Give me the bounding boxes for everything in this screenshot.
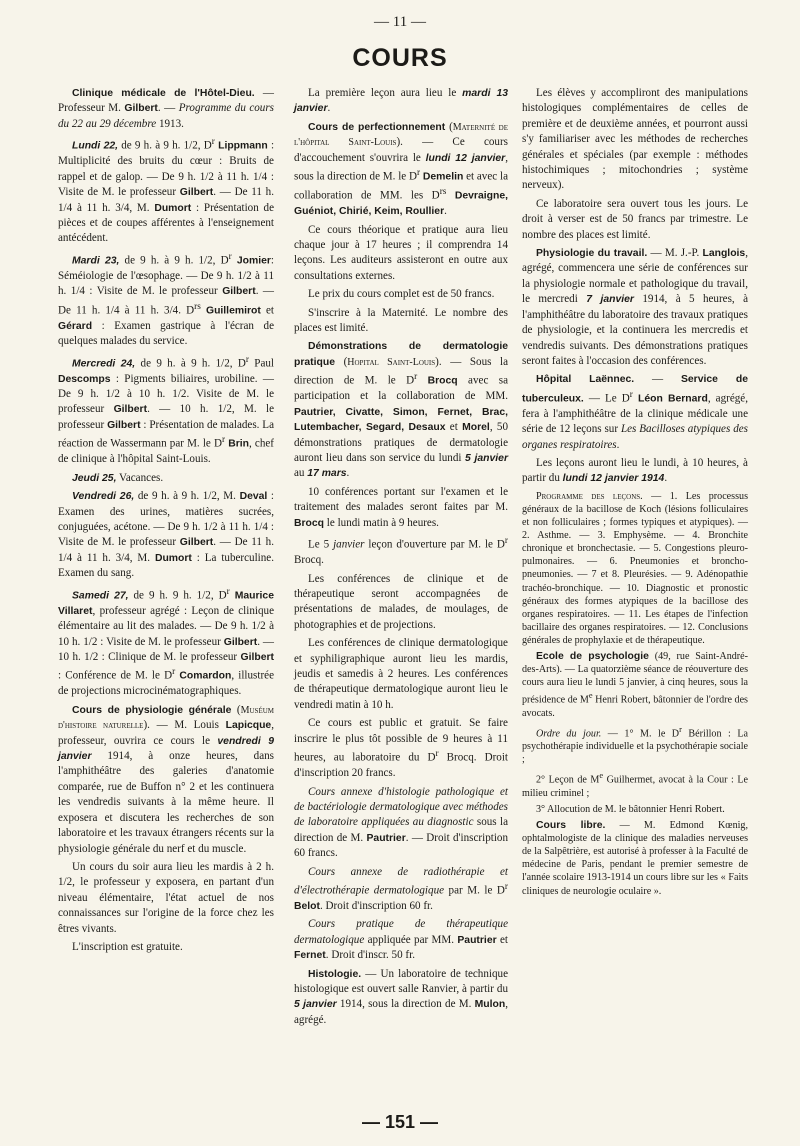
text-run: , agrégé. <box>294 998 509 1026</box>
superscript: e <box>588 691 593 701</box>
person-name: Pautrier, Civatte, Simon, Fernet, Brac, Lutembacher, Segard, Desaux <box>294 406 508 434</box>
text-run: , 50 démonstrations pratiques de dermatologie auront lieu dans son service du lundi <box>294 421 508 464</box>
person-name: Pautrier <box>457 934 497 946</box>
text-run: le lundi matin à 9 heures. <box>324 516 439 529</box>
person-name: Dumort <box>154 202 192 214</box>
paragraph <box>58 250 274 350</box>
paragraph <box>294 287 508 302</box>
paragraph <box>522 372 748 453</box>
text-run: Les leçons auront lieu le lundi, à 10 heures, à partir du <box>522 457 748 485</box>
text-run: Ce cours est public et gratuit. Se faire inscrire le plus tôt possible de 9 heures à 11 heures, au laboratoire du D <box>294 717 508 764</box>
superscript: rs <box>439 187 447 198</box>
text-run: ). — Sous la direction de M. le D <box>294 355 508 387</box>
text-run: . — De 11 h. 1/4 à 11 h. 3/4, M. <box>58 186 274 214</box>
paragraph <box>58 703 274 857</box>
small-caps-text: Muséum d'histoire naturelle <box>58 704 275 732</box>
text-run: Vacances. <box>116 471 164 484</box>
text-run: . <box>616 438 620 451</box>
text-run: La première leçon aura lieu le <box>308 87 463 99</box>
paragraph <box>522 819 748 898</box>
superscript: r <box>417 168 421 179</box>
text-run: . — 10 h. 1/2 : Clinique de M. le professeur <box>58 635 275 663</box>
person-name: Jomier <box>236 255 271 267</box>
text-run <box>446 190 454 202</box>
paragraph <box>522 650 748 720</box>
text-run: de 9 h. à 9 h. 1/2, M. <box>134 490 240 503</box>
paragraph <box>294 223 508 285</box>
section-heading: Cours de perfectionnement <box>308 121 446 133</box>
paragraph <box>294 86 508 117</box>
person-name: Descomps <box>58 373 111 385</box>
paragraph <box>294 572 508 634</box>
page-number: — 151 — <box>361 1112 439 1132</box>
paragraph <box>294 865 508 915</box>
small-text: 2° Leçon de M <box>536 774 600 786</box>
text-run: Brocq. Droit d'inscription 20 francs. <box>294 751 508 780</box>
small-text: — 1° M. le D <box>601 728 680 740</box>
superscript: e <box>599 771 604 781</box>
text-run: leçon d'ouverture par M. le D <box>364 538 505 551</box>
superscript: r <box>245 354 249 365</box>
paragraph <box>58 860 274 937</box>
text-run: et avec la collaboration de MM. les D <box>294 170 508 202</box>
superscript: rs <box>194 301 201 312</box>
person-name: Fernet <box>294 950 326 962</box>
text-run: Le prix du cours complet est de 50 francs. <box>308 288 495 301</box>
column-right <box>522 86 748 898</box>
italic-text: Cours annexe d'histologie pathologique et de bactériologie dermatologique avec méthodes de laboratoire appliquées au diagnostic <box>294 785 508 829</box>
person-name: Comardon <box>179 671 232 683</box>
small-caps-text: rogramme des leçons <box>541 490 641 502</box>
person-name: Léon Bernard <box>637 393 708 405</box>
superscript: r <box>504 881 508 892</box>
paragraph <box>294 917 508 963</box>
person-name: Deval <box>239 491 268 503</box>
italic-text: Les Bacilloses atypiques des organes respiratoires <box>522 423 748 451</box>
section-heading: Cours de physiologie générale <box>72 704 232 716</box>
date: Mardi 23, <box>72 255 120 267</box>
person-name: Brocq <box>427 375 458 387</box>
text-run: et <box>496 933 508 946</box>
person-name: Gilbert <box>222 286 256 298</box>
superscript: r <box>172 667 176 678</box>
text-run <box>417 375 427 387</box>
small-caps-text: Hopital Saint-Louis <box>347 356 436 368</box>
text-run: . — 10 h. 1/2, M. le professeur <box>58 403 275 431</box>
paragraph <box>294 716 508 781</box>
date: vendredi 9 janvier <box>58 735 274 763</box>
text-run: Paul <box>248 357 274 370</box>
text-run: Ce laboratoire sera ouvert tous les jours. Le droit à verser est de 50 francs par trimestre. Le nombre des places est limité. <box>522 197 748 241</box>
person-name: Maurice Villaret <box>58 590 274 617</box>
text-run: : Pigments biliaires, urobiline. — De 9 h. 1/2 à 10 h. 1/2. Visite de M. le professeur <box>58 372 274 416</box>
italic-text: Cours pratique de thérapeutique dermatologique <box>294 918 508 946</box>
page-title: COURS <box>352 44 448 72</box>
text-run: appliquée par MM. <box>364 933 458 946</box>
text-run: sous la direction de M. <box>294 816 508 844</box>
text-run: ( <box>445 120 453 133</box>
text-run: Ce cours théorique et pratique aura lieu chaque jour à 17 heures ; il comprendra 14 leçons. Les auditeurs assisteront en outre aux consultations externes. <box>294 223 508 282</box>
text-run: : Conférence de M. le D <box>58 670 173 683</box>
date: Mercredi 24, <box>72 358 136 370</box>
text-run: 1913. <box>156 117 184 130</box>
text-run: L'inscription est gratuite. <box>72 940 183 953</box>
person-name: Gilbert <box>179 537 214 549</box>
small-text: Bérillon : La psychothérapie individuelle et la psychothérapie sociale ; <box>522 728 748 766</box>
text-run: 10 conférences portant sur l'examen et le traitement des malades seront faites par M. <box>294 485 508 514</box>
date: Lundi 22, <box>72 140 119 152</box>
date: lundi 12 janvier 1914 <box>562 473 665 485</box>
superscript: r <box>414 372 418 383</box>
paragraph <box>58 585 274 700</box>
italic-text: Ordre du jour. <box>536 728 602 740</box>
person-name: Gilbert <box>240 651 274 663</box>
date: 7 janvier <box>586 294 634 306</box>
paragraph <box>522 86 748 194</box>
superscript: r <box>226 586 230 597</box>
text-run: et <box>445 421 463 434</box>
person-name: Gilbert <box>124 103 158 115</box>
date: Jeudi 25, <box>72 472 117 484</box>
text-run: Un cours du soir aura lieu les mardis à 2 h. 1/2, le professeur y exposera, en partant d'un niveau élémentaire, l'état actuel de nos connaissances sur l'origine de la force chez les êtres vivants. <box>58 860 274 935</box>
section-heading: Hôpital Laënnec. <box>536 374 635 386</box>
paragraph <box>58 489 274 581</box>
small-text: Guilhermet, avocat à la Cour : Le milieu criminel ; <box>522 774 748 799</box>
text-run: Brocq. <box>294 554 324 567</box>
text-run: : Présentation de malades. La réaction de Wassermann par M. le D <box>58 418 274 450</box>
small-caps-text: Maternité de l'hôpital Saint-Louis <box>294 121 508 149</box>
section-heading: Service de tuberculeux. <box>522 374 748 405</box>
text-run: . <box>327 102 331 115</box>
date: 17 mars <box>307 468 347 480</box>
text-run: et <box>260 304 274 317</box>
section-heading: Ecole de psychologie <box>536 650 649 662</box>
date: Samedi 27, <box>72 590 129 602</box>
paragraph <box>522 769 748 800</box>
text-run: , illustrée de projections microcinématographiques. <box>58 670 274 698</box>
text-run: : Multiplicité des bruits du cœur : Bruits de rappel et de galop. — De 9 h. 1/2 à 11 h. 1/4 : Visite de M. le professeur <box>58 139 275 199</box>
paragraph <box>58 940 274 955</box>
person-name: Lippmann <box>218 140 268 152</box>
text-run: : La tuberculine. Examen du sang. <box>58 551 274 580</box>
paragraph <box>522 723 748 767</box>
text-run: 1914, sous la direction de M. <box>336 998 475 1011</box>
person-name: Morel <box>462 422 490 434</box>
column-middle <box>294 86 508 1028</box>
paragraph <box>58 135 274 247</box>
text-run: : Examen gastrique à l'écran de quelques malades du service. <box>58 319 274 348</box>
person-name: Dumort <box>154 552 192 564</box>
small-text: . — 1. Les processus généraux de la bacillose de Koch (lésions folliculaires et non folliculaires ; formes typiques et atypiques). — 2. Asthme. — 3. Emphysème. — 4. Bronchite chronique et bronchectasie. — 5. Congestions pleuro-pulmonaires. — 6. Pneumonies et broncho-pneumonies. — 7 et 8. Pleurésies. — 9. Adénopathie trachéo-bronchique. — 10. Diagnostic et pronostic généraux des formes atypiques de la bacillose des organes respiratoires. — 11. Les étapes de l'infection bacillaire des organes respiratoires. — 12. Conclusions générales de prophylaxie et de thérapeutique. <box>522 490 748 646</box>
text-run: , professeur, ouvrira ce cours le <box>58 719 274 747</box>
section-heading: Cours libre. <box>536 820 606 832</box>
date: mardi 13 janvier <box>294 88 509 115</box>
paragraph <box>522 197 748 243</box>
text-run: — Un laboratoire de technique histologique est ouvert salle Ranvier, à partir du <box>294 967 508 996</box>
paragraph <box>294 534 508 569</box>
person-name: Gilbert <box>113 404 148 416</box>
text-run: de 9 h. à 9 h. 1/2, D <box>118 139 212 152</box>
superscript: r <box>679 724 682 734</box>
text-run: — <box>634 373 681 386</box>
running-head: — 11 — <box>374 14 426 30</box>
text-run: : Séméiologie de l'œsophage. — De 9 h. 1/2 à 11 h. 1/4 : Visite de M. le professeur <box>58 254 274 298</box>
text-run: ( <box>335 355 348 368</box>
italic-text: Programme du cours du 22 au 29 décembre <box>58 102 274 130</box>
text-run: ). — Ce cours d'accouchement s'ouvrira le <box>294 136 508 164</box>
text-run: . — Droit d'inscription 60 francs. <box>294 831 508 860</box>
paragraph <box>522 490 748 647</box>
superscript: r <box>211 137 215 148</box>
date: 5 janvier <box>465 453 508 464</box>
paragraph <box>522 803 748 816</box>
text-run: : Examen des urines, matières sucrées, conjuguées, acétone. — De 9 h. 1/2 à 11 h. 1/4 : Visite de M. le professeur <box>58 490 274 549</box>
text-run: , agrégé, commencera une série de conférences sur la physiologie normale et pathologique du travail, le mercredi <box>522 247 748 306</box>
text-run: Les élèves y accompliront des manipulations histologiques complémentaires de celles de première et de deuxième années, et pourront aussi s'y familiariser avec les méthodes de recherches générales et spéciales (par exemple : méthodes histochimiques ; mitochondries ; système nerveux). <box>522 87 748 192</box>
person-name: Gilbert <box>223 636 258 648</box>
text-run: de 9 h. à 9 h. 1/2, D <box>135 357 246 370</box>
paragraph <box>58 471 274 486</box>
small-text: — M. Edmond Kœnig, ophtalmologiste de la clinique des maladies nerveuses de la Salpêtrière, est autorisé à professer à la Faculté de médecine de Paris, pendant le premier semestre de l'année scolaire 1913-1914 un cours libre sur les « Faits cliniques de neurologie oculaire ». <box>522 820 748 897</box>
superscript: r <box>504 536 508 547</box>
paragraph <box>58 353 274 468</box>
text-run: au <box>294 467 308 480</box>
text-run: : Présentation de pièces et de coupes afférentes à l'enseignement antécédent. <box>58 201 274 245</box>
text-run: S'inscrire à la Maternité. Le nombre des places est limité. <box>294 306 508 335</box>
text-run: — Le D <box>583 392 630 405</box>
person-name: Pautrier <box>366 832 406 844</box>
section-heading: Clinique médicale de l'Hôtel-Dieu. <box>72 88 255 99</box>
paragraph <box>294 120 508 220</box>
section-heading: Physiologie du travail. <box>536 248 648 260</box>
small-text: P <box>536 490 542 502</box>
text-run: avec sa participation et la collaboration de MM. <box>294 374 508 403</box>
date: 5 janvier <box>294 999 337 1011</box>
small-text: (49, rue Saint-André-des-Arts). — La quatorzième séance de réouverture des cours aura lieu le lundi 5 janvier, à cinq heures, sous la présidence de M <box>522 650 748 706</box>
paragraph <box>294 306 508 337</box>
date: Vendredi 26, <box>72 491 135 503</box>
text-run: . <box>664 472 668 485</box>
paragraph <box>522 456 748 487</box>
section-heading: Démonstrations de dermatologie pratique <box>294 341 508 368</box>
person-name: Lapicque <box>225 720 272 732</box>
text-run: . Droit d'inscription 60 fr. <box>319 900 433 913</box>
text-run: . — De 11 h. 1/4 à 11 h. 3/4. D <box>58 285 275 317</box>
paragraph <box>294 967 508 1029</box>
text-run: , agrégé, fera à l'amphithéâtre de la clinique médicale une série de 12 leçons sur <box>522 392 748 436</box>
date: lundi 12 janvier <box>425 152 506 164</box>
person-name: Mulon <box>474 999 506 1011</box>
text-run: — Professeur M. <box>58 87 274 115</box>
person-name: Devraigne, Guéniot, Chirié, Keim, Roullier <box>294 190 508 218</box>
paragraph <box>522 246 748 369</box>
section-heading: Histologie. <box>308 968 362 980</box>
superscript: r <box>221 435 226 446</box>
text-run: de 9 h. 9 h. 1/2, D <box>128 589 227 602</box>
text-run: , chef de clinique à l'hôpital Saint-Louis. <box>58 437 274 466</box>
text-run: . <box>444 205 447 218</box>
person-name: Brin <box>228 438 249 450</box>
superscript: r <box>629 389 633 400</box>
text-run: . — De 11 h. 1/4 à 11 h. 3/4, M. <box>58 536 274 564</box>
text-run: de 9 h. à 9 h. 1/2, D <box>119 254 229 267</box>
person-name: Gilbert <box>179 187 214 199</box>
superscript: r <box>228 251 232 262</box>
small-text: Henri Robert, bâtonnier de l'ordre des avocats. <box>522 694 748 719</box>
text-run: 1914, à 5 heures, à l'amphithéâtre du laboratoire des travaux pratiques de physiologie, et la continuera les mercredis et vendredis suivants. Des démonstrations pratiques seront faites à l'occasion des conférences. <box>522 293 748 367</box>
person-name: Gérard <box>58 320 93 332</box>
text-run: Le 5 <box>308 538 334 551</box>
text-run: , sous la direction de M. le D <box>294 151 508 183</box>
italic-text: Cours annexe de radiothérapie et d'électrothérapie dermatologique <box>294 865 508 897</box>
person-name: Belot <box>294 901 320 913</box>
paragraph <box>294 636 508 713</box>
text-run: 1914, à onze heures, dans l'amphithéâtre des galeries d'anatomie comparée, rue de Buffon n° 2 et les continuera les vendredis suivants à la même heure. Il exposera et discutera les recherches de son laboratoire et les travaux étrangers récents sur la physiologie générale du nerf et du muscle. <box>58 750 274 855</box>
person-name: Guillemirot <box>205 305 261 317</box>
text-run: ( <box>231 703 241 716</box>
superscript: r <box>435 749 439 759</box>
text-run: Les conférences de clinique et de thérapeutique seront accompagnées de présentations de malades, de moulages, de photographies et de projections. <box>294 572 508 631</box>
text-run: . Droit d'inscr. 50 fr. <box>325 949 415 962</box>
person-name: Gilbert <box>107 419 141 431</box>
column-left <box>58 86 274 955</box>
paragraph <box>294 785 508 862</box>
text-run: Les conférences de clinique dermatologique et syphiligraphique auront lieu les mardis, jeudis et samedis à 2 heures. Les conférences de thérapeutique dermatologique auront lieu le vendredi matin à 10 h. <box>294 637 508 711</box>
text-run: par M. le D <box>444 884 505 897</box>
paragraph <box>294 485 508 531</box>
text-run: . <box>346 467 350 480</box>
text-run: ). — M. Louis <box>143 719 226 732</box>
paragraph <box>294 339 508 481</box>
person-name: Demelin <box>422 171 464 183</box>
small-text: 3° Allocution de M. le bâtonnier Henri Robert. <box>536 803 725 815</box>
text-run: — M. J.-P. <box>647 247 703 260</box>
text-run: , professeur agrégé : Leçon de clinique élémentaire au lit des malades. — De 9 h. 1/2 à 10 h. 1/2 : Visite de M. le professeur <box>58 604 274 648</box>
italic-text: janvier <box>333 538 365 551</box>
person-name: Langlois <box>702 248 746 260</box>
person-name: Brocq <box>294 517 325 529</box>
text-run: . — <box>157 102 179 115</box>
paragraph <box>58 86 274 132</box>
